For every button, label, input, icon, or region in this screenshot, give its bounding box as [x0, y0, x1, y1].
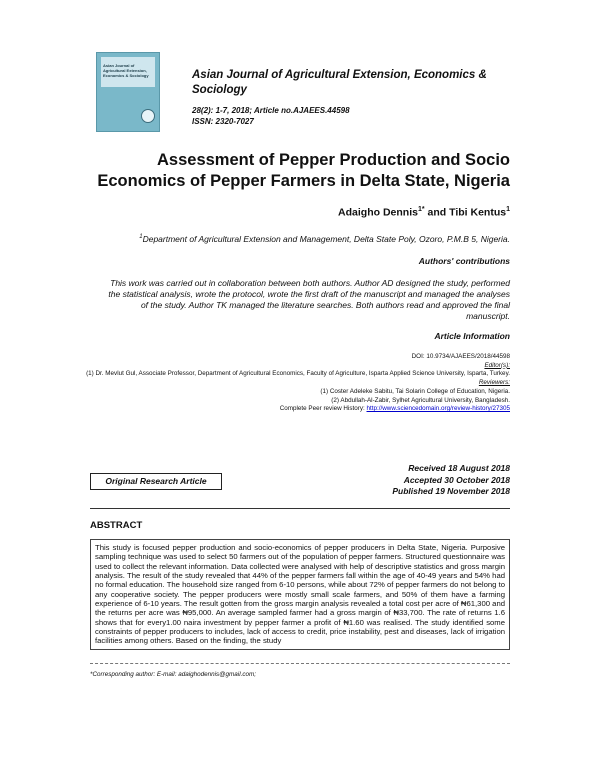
reviewers-label: Reviewers:	[478, 379, 510, 387]
issn-line: ISSN: 2320-7027	[192, 117, 254, 126]
article-title	[90, 150, 510, 192]
published-date: Published 19 November 2018	[392, 486, 510, 496]
journal-cover-thumbnail	[96, 52, 160, 132]
affiliation	[90, 234, 510, 244]
review-history-label: Complete Peer review History:	[279, 405, 367, 413]
reviewer-2: (2) Abdullah-Al-Zabir, Sylhet Agricultural University, Bangladesh.	[331, 396, 510, 404]
journal-name	[192, 68, 522, 98]
review-history-link[interactable]: http://www.sciencedomain.org/review-history/27305	[366, 405, 510, 413]
affiliation-text: Department of Agricultural Extension and Management, Delta State Poly, Ozoro, P.M.B 5, Nigeria.	[142, 234, 510, 244]
accepted-date: Accepted 30 October 2018	[403, 474, 510, 485]
author-1-sup: 1*	[417, 206, 425, 213]
contributions-text: This work was carried out in collaboration between both authors. Author AD designed the study, performed the statistical analysis, wrote the protocol, wrote the first draft of the manuscript and managed the analyses of the study. Author TK managed the literature searches. Both authors read and approved the final manuscript.	[108, 278, 510, 321]
abstract-box	[90, 539, 510, 650]
section-divider	[90, 508, 510, 509]
abstract-heading: ABSTRACT	[90, 520, 143, 531]
article-dates	[300, 463, 510, 498]
title-line1: Assessment of Pepper Production and Socio	[157, 151, 510, 169]
title-line2: Economics of Pepper Farmers in Delta State, Nigeria	[97, 172, 510, 190]
reviewer-1: (1) Coster Adeleke Sabitu, Tai Solarin College of Education, Nigeria.	[320, 387, 510, 395]
editor-label: Editor(s):	[484, 361, 510, 369]
contributions-heading: Authors' contributions	[418, 256, 510, 266]
received-date: Received 18 August 2018	[408, 463, 510, 473]
footnote-divider	[90, 663, 510, 664]
author-2: Tibi Kentus	[449, 206, 507, 219]
doi: DOI: 10.9734/AJAEES/2018/44598	[411, 353, 510, 360]
journal-name-line2: Sociology	[192, 84, 247, 96]
citation-line: 28(2): 1-7, 2018; Article no.AJAEES.44598	[192, 106, 350, 115]
corresponding-author-footnote: *Corresponding author: E-mail: adaighodennis@gmail.com;	[90, 671, 257, 678]
article-type-box: Original Research Article	[90, 473, 222, 490]
author-list	[90, 206, 510, 219]
cover-logo-icon	[141, 109, 155, 123]
abstract-text: This study is focused pepper production and socio-economics of pepper producers in Delta State, Nigeria. Purposive sampling technique was used to select 50 farmers out of the population of pepper farmers. Structured questionnaire was used to collect the relevant information. Data collected were analysed with help of descriptive statistics and gross margin analysis. The result of the study revealed that 44% of the pepper farmers fall within the age of 40-49 years and 54% had no formal education. The household size ranged from 6-10 persons, while about 72% of pepper farmers do not belong to any cooperative society. The pepper producers were mostly small scale farmers, and 50% of them have a farming experience of 6-10 years. The result gotten from the gross margin analysis revealed a total cost per acre of ₦61,300 and the returns per acre was ₦95,000. An average sampled farmer had a gross margin of ₦33,700. The rate of returns 1.6 shows that for every1.00 naira investment by pepper farmer a profit of ₦1.60 was realised. The study identified some constraints of pepper producers to includes, lack of access to credit, price instability, pest and diseases, lack of irrigation facilities among others. Based on the finding, the study	[95, 543, 505, 646]
cover-title-text: Asian Journal of Agricultural Extension, Economics & Sociology	[103, 63, 149, 78]
author-separator: and	[424, 206, 450, 219]
journal-name-line1: Asian Journal of Agricultural Extension, Economics &	[192, 69, 487, 81]
article-info-heading: Article Information	[434, 331, 510, 341]
journal-citation	[192, 105, 350, 127]
affiliation-sup: 1	[139, 234, 143, 241]
author-2-sup: 1	[506, 206, 510, 213]
author-1: Adaigho Dennis	[338, 206, 418, 219]
article-info-block	[80, 353, 510, 414]
editor-1: (1) Dr. Mevlut Gul, Associate Professor, Department of Agricultural Economics, Faculty of Agriculture, Isparta Applied Science University, Isparta, Turkey.	[86, 370, 510, 378]
